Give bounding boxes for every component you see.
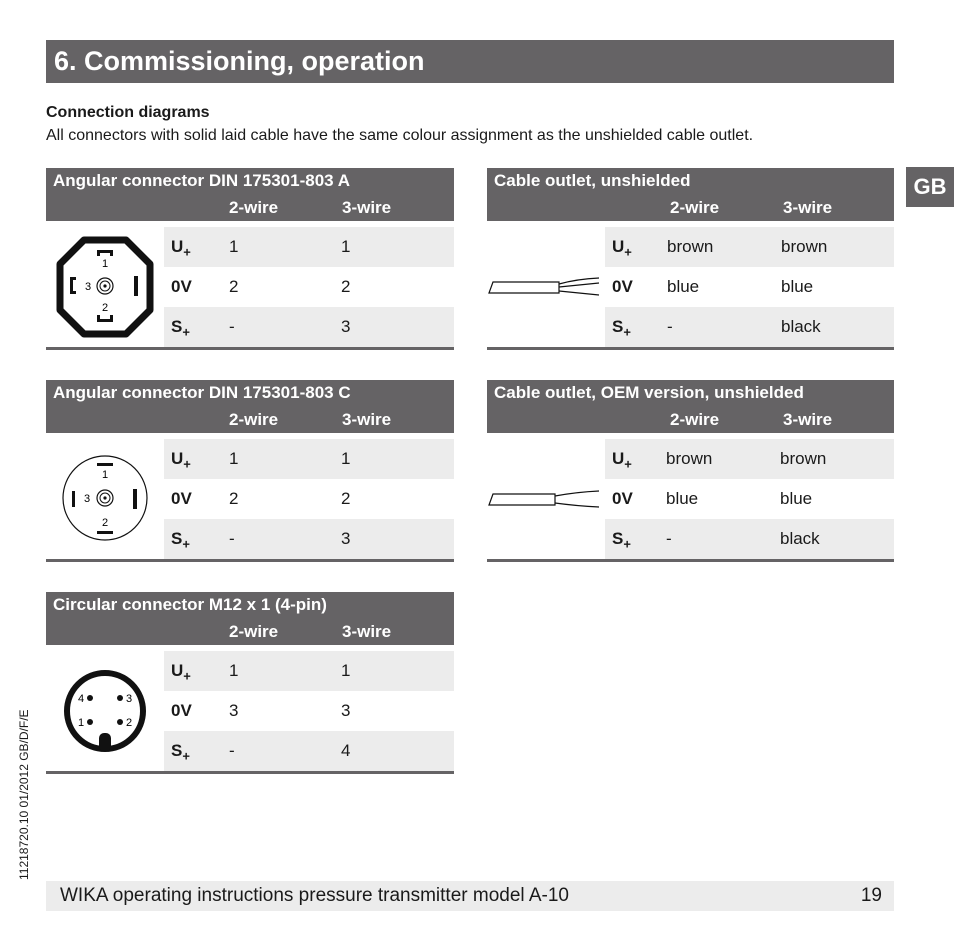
table-header — [46, 380, 454, 433]
table-row: 0V blue blue — [612, 277, 814, 296]
subheading: Connection diagrams — [46, 104, 210, 121]
pin-label: 1 — [77, 717, 85, 729]
col-3wire: 3-wire — [342, 410, 392, 429]
table-row: $U_+$ 1 1 — [164, 227, 454, 267]
footer — [46, 881, 894, 911]
table-row: $S_+$ - 4 — [164, 731, 454, 771]
col-3wire: 3-wire — [342, 622, 392, 641]
table-row: $U_+$ brown brown — [605, 439, 894, 479]
section-title: 6. Commissioning, operation — [46, 40, 894, 83]
pin-label: 1 — [101, 469, 109, 481]
table-angular-c — [46, 380, 454, 562]
document-code: 11218720.10 01/2012 GB/D/F/E — [17, 709, 31, 880]
table-caption: Cable outlet, OEM version, unshielded — [494, 383, 804, 402]
table-caption: Cable outlet, unshielded — [494, 171, 691, 190]
table-caption: Angular connector DIN 175301-803 A — [53, 171, 350, 190]
table-row: $S_+$ - 3 — [164, 307, 454, 347]
pin-label: 2 — [101, 302, 109, 314]
table-header — [46, 592, 454, 645]
pin-label: 4 — [77, 693, 85, 705]
pin-label: 2 — [125, 717, 133, 729]
language-tab: GB — [906, 167, 954, 207]
table-row: 0V 3 3 — [171, 701, 351, 720]
table-row: 0V 2 2 — [171, 277, 351, 296]
pin-label: 3 — [84, 281, 92, 293]
table-row: $U_+$ brown brown — [605, 227, 894, 267]
footer-text: WIKA operating instructions pressure transmitter model A-10 — [60, 885, 570, 906]
intro-text: All connectors with solid laid cable have the same colour assignment as the unshielded cable outlet. — [46, 127, 754, 144]
table-cable-unshielded — [487, 168, 894, 350]
col-3wire: 3-wire — [342, 198, 392, 217]
table-row: 0V blue blue — [612, 489, 813, 508]
table-header — [487, 380, 894, 433]
col-2wire: 2-wire — [229, 622, 279, 641]
angular-connector-a-diagram — [46, 227, 164, 347]
col-3wire: 3-wire — [783, 198, 833, 217]
table-cable-oem — [487, 380, 894, 562]
table-header — [487, 168, 894, 221]
col-3wire: 3-wire — [783, 410, 833, 429]
pin-label: 1 — [101, 258, 109, 270]
col-2wire: 2-wire — [670, 410, 720, 429]
circular-m12-diagram — [46, 651, 164, 771]
table-row: $U_+$ 1 1 — [164, 651, 454, 691]
table-caption: Angular connector DIN 175301-803 C — [53, 383, 351, 402]
col-2wire: 2-wire — [229, 198, 279, 217]
table-circular-m12 — [46, 592, 454, 774]
table-row: $S_+$ - black — [605, 307, 894, 347]
table-row: $U_+$ 1 1 — [164, 439, 454, 479]
table-header — [46, 168, 454, 221]
table-caption: Circular connector M12 x 1 (4-pin) — [53, 595, 327, 614]
cable-outlet-oem-diagram — [487, 439, 605, 559]
angular-connector-c-diagram — [46, 439, 164, 559]
pin-label: 3 — [125, 693, 133, 705]
pin-label: 3 — [83, 493, 91, 505]
col-2wire: 2-wire — [229, 410, 279, 429]
table-row: $S_+$ - 3 — [164, 519, 454, 559]
table-row: $S_+$ - black — [605, 519, 894, 559]
table-row: 0V 2 2 — [171, 489, 351, 508]
col-2wire: 2-wire — [670, 198, 720, 217]
pin-label: 2 — [101, 517, 109, 529]
page-number: 19 — [860, 885, 882, 906]
cable-outlet-diagram — [487, 227, 605, 347]
table-angular-a — [46, 168, 454, 350]
